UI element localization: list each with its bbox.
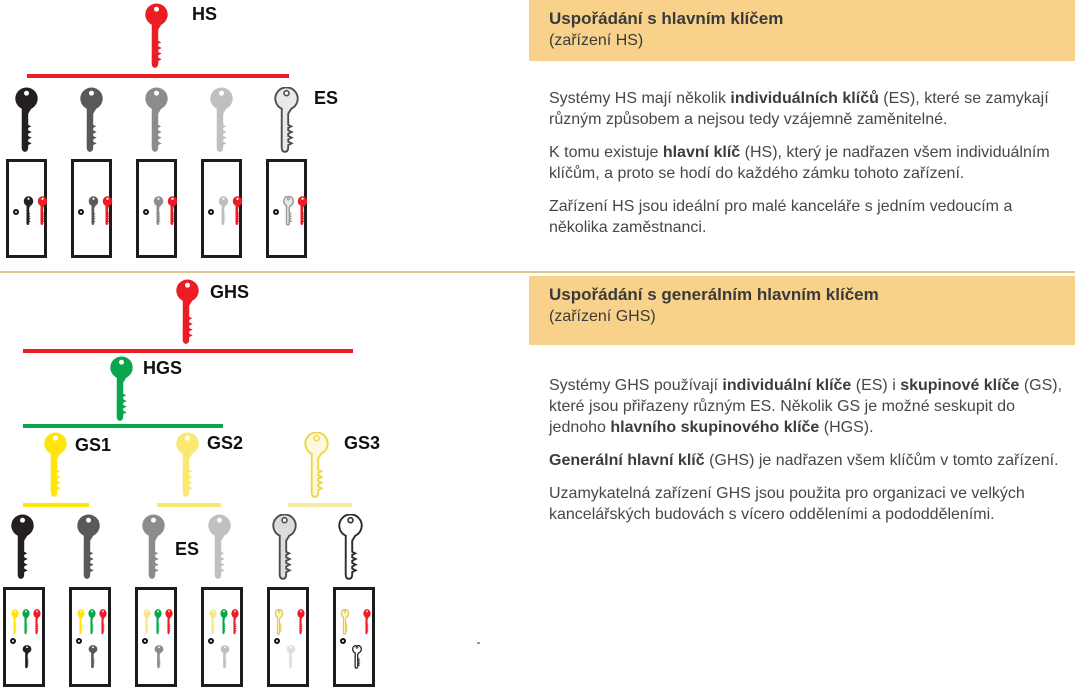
gs3-key-icon <box>301 432 332 499</box>
door-authorized-keys <box>217 196 244 226</box>
gs3-key-label: GS3 <box>344 433 381 453</box>
door <box>201 159 242 258</box>
door-key-icon <box>153 609 163 635</box>
gs2-key-icon <box>172 432 203 499</box>
door-key-icon <box>231 196 244 226</box>
door <box>136 159 177 258</box>
paragraph: Uzamykatelná zařízení GHS jsou použita pro organizaci ve velkých kancelářských budovách s vícero odděleními a pododděleními. <box>549 485 1025 523</box>
ghs-section-subtitle: (zařízení GHS) <box>549 308 656 325</box>
paragraph: Systémy GHS používají individuální klíče (ES) i skupinové klíče (GS), které jsou přiřazeny různým ES. Několik GS je možné seskupit do jednoho hlavního skupinového klíče (HGS). <box>549 377 1063 436</box>
hs-branch-line <box>27 74 289 78</box>
door <box>3 587 45 687</box>
door-knob-icon <box>78 209 84 215</box>
door-key-icon <box>219 609 229 635</box>
ghs-es-label: ES <box>175 539 200 559</box>
door-key-icon <box>36 196 49 226</box>
door-knob-icon <box>143 209 149 215</box>
es-key-icon <box>206 87 237 154</box>
door-key-icon <box>101 196 114 226</box>
door-key-icon <box>76 609 86 635</box>
hs-doors-row <box>6 159 307 258</box>
ghs-section-header <box>529 276 1075 345</box>
ghs-doors-row <box>3 587 375 687</box>
hs-section-subtitle: (zařízení HS) <box>549 32 644 49</box>
door <box>333 587 375 687</box>
door-key-icon <box>87 196 100 226</box>
es-key-icon <box>204 514 235 581</box>
door-authorized-keys <box>274 609 306 635</box>
stray-dot <box>477 642 480 644</box>
door-key-icon <box>274 609 284 635</box>
door-authorized-keys <box>87 196 114 226</box>
ghs-section-paragraphs <box>549 375 1063 537</box>
door-key-icon <box>230 609 240 635</box>
hs-es-label: ES <box>314 88 339 108</box>
es-key-icon <box>11 87 42 154</box>
door <box>135 587 177 687</box>
door-authorized-keys <box>152 196 179 226</box>
door-knob-icon <box>13 209 19 215</box>
section-divider-line <box>0 271 1075 273</box>
door-key-icon <box>10 609 20 635</box>
ghs-section-title: Uspořádání s generálním hlavním klíčem <box>549 285 879 304</box>
gs1-key-label: GS1 <box>75 435 112 455</box>
es-key-icon <box>271 87 302 154</box>
door-key-icon <box>21 645 33 669</box>
door-key-icon <box>340 609 350 635</box>
paragraph: Generální hlavní klíč (GHS) je nadřazen všem klíčům v tomto zařízení. <box>549 452 1059 469</box>
door-authorized-keys <box>10 609 42 635</box>
door-knob-icon <box>76 638 82 644</box>
door-knob-icon <box>208 638 214 644</box>
es-key-icon <box>138 514 169 581</box>
door <box>71 159 112 258</box>
hgs-key-label: HGS <box>143 358 183 378</box>
ghs-master-key-label: GHS <box>210 282 250 302</box>
hs-section-paragraphs <box>549 88 1063 250</box>
door-key-icon <box>87 609 97 635</box>
hgs-key-icon <box>106 356 137 423</box>
door <box>6 159 47 258</box>
door <box>69 587 111 687</box>
door <box>267 587 309 687</box>
door-key-icon <box>296 196 309 226</box>
door-key-icon <box>153 645 165 669</box>
door-individual-key <box>153 645 165 669</box>
door-key-icon <box>87 645 99 669</box>
door-knob-icon <box>273 209 279 215</box>
door-key-icon <box>208 609 218 635</box>
gs2-key-icon <box>172 432 203 499</box>
hs-section-header <box>529 0 1075 61</box>
door-key-icon <box>362 609 372 635</box>
door-individual-key <box>285 645 297 669</box>
door-key-icon <box>217 196 230 226</box>
door-key-icon <box>32 609 42 635</box>
ghs-branch-line <box>23 349 353 353</box>
door-authorized-keys <box>76 609 108 635</box>
gs2-key-label: GS2 <box>207 433 244 453</box>
hs-master-key-icon <box>141 3 172 70</box>
door-knob-icon <box>208 209 214 215</box>
door-key-icon <box>296 609 306 635</box>
door-authorized-keys <box>22 196 49 226</box>
door-key-icon <box>285 645 297 669</box>
es-key-icon <box>141 87 172 154</box>
door-key-icon <box>22 196 35 226</box>
gs1-branch-line <box>23 503 89 507</box>
gs3-branch-line <box>288 503 352 507</box>
door <box>266 159 307 258</box>
door-key-icon <box>164 609 174 635</box>
es-key-icon <box>73 514 104 581</box>
door-knob-icon <box>142 638 148 644</box>
empty-key-slot <box>285 609 295 635</box>
hs-master-key-label: HS <box>192 4 218 24</box>
ghs-master-key-icon <box>172 279 203 346</box>
door-key-icon <box>282 196 295 226</box>
hgs-branch-line <box>23 424 223 428</box>
es-key-icon <box>76 87 107 154</box>
empty-key-slot <box>351 609 361 635</box>
hs-section-title: Uspořádání s hlavním klíčem <box>549 9 784 28</box>
paragraph: Systémy HS mají několik individuálních klíčů (ES), které se zamykají různým způsobem a nejsou tedy vzájemně zaměnitelné. <box>549 90 1049 128</box>
door-key-icon <box>98 609 108 635</box>
door-key-icon <box>142 609 152 635</box>
paragraph: Zařízení HS jsou ideální pro malé kanceláře s jedním vedoucím a několika zaměstnanci. <box>549 198 1013 236</box>
gs2-branch-line <box>157 503 221 507</box>
gs1-key-icon <box>40 432 71 499</box>
door-individual-key <box>219 645 231 669</box>
es-key-icon <box>7 514 38 581</box>
door-individual-key <box>351 645 363 669</box>
hs-master-key-icon <box>141 3 172 70</box>
door-authorized-keys <box>282 196 309 226</box>
door-key-icon <box>152 196 165 226</box>
hgs-key-icon <box>106 356 137 423</box>
es-key-icon <box>269 514 300 581</box>
door-key-icon <box>166 196 179 226</box>
door-individual-key <box>21 645 33 669</box>
es-key-icon <box>335 514 366 581</box>
ghs-master-key-icon <box>172 279 203 346</box>
door-knob-icon <box>274 638 280 644</box>
gs1-key-icon <box>40 432 71 499</box>
door-individual-key <box>87 645 99 669</box>
door <box>201 587 243 687</box>
door-authorized-keys <box>142 609 174 635</box>
gs3-key-icon <box>301 432 332 499</box>
door-key-icon <box>21 609 31 635</box>
paragraph: K tomu existuje hlavní klíč (HS), který je nadřazen všem individuálním klíčům, a proto se hodí do každého zámku tohoto zařízení. <box>549 144 1050 182</box>
door-authorized-keys <box>208 609 240 635</box>
door-key-icon <box>219 645 231 669</box>
hs-es-key-row <box>11 87 302 154</box>
door-key-icon <box>351 645 363 669</box>
door-knob-icon <box>10 638 16 644</box>
door-knob-icon <box>340 638 346 644</box>
door-authorized-keys <box>340 609 372 635</box>
